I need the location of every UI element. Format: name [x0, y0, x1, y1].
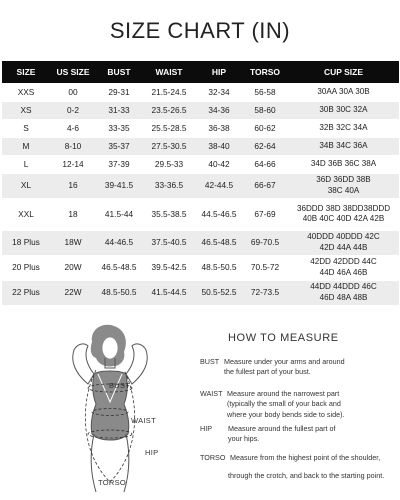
us-size-cell: 4-6	[50, 119, 96, 137]
hip-cell: 34-36	[196, 101, 242, 119]
bust-cell: 44-46.5	[96, 230, 142, 255]
size-cell: 22 Plus	[2, 280, 50, 305]
cup-size-cell: 30AA 30A 30B	[288, 83, 399, 101]
torso-text-line-2: through the crotch, and back to the starting point.	[228, 471, 385, 480]
us-size-cell: 00	[50, 83, 96, 101]
size-cell: XXS	[2, 83, 50, 101]
table-header-row	[2, 61, 399, 83]
table-row	[2, 83, 399, 101]
torso-key: TORSO	[200, 453, 226, 462]
figure-label-bust: BUST	[109, 381, 131, 390]
waist-instruction	[200, 389, 396, 420]
waist-cell: 37.5-40.5	[142, 230, 196, 255]
column-header: WAIST	[142, 61, 196, 83]
bust-cell: 37-39	[96, 155, 142, 173]
torso-instruction	[200, 453, 400, 463]
table-row	[2, 198, 399, 230]
us-size-cell: 18W	[50, 230, 96, 255]
waist-key: WAIST	[200, 389, 223, 398]
size-cell: L	[2, 155, 50, 173]
table-row	[2, 155, 399, 173]
column-header: US SIZE	[50, 61, 96, 83]
torso-cell: 58-60	[242, 101, 288, 119]
waist-cell: 35.5-38.5	[142, 198, 196, 230]
torso-cell: 67-69	[242, 198, 288, 230]
left-arm-shape	[73, 344, 94, 384]
bust-cell: 41.5-44	[96, 198, 142, 230]
table-row	[2, 101, 399, 119]
torso-cell: 66-67	[242, 173, 288, 198]
cup-size-cell: 30B 30C 32A	[288, 101, 399, 119]
cup-size-cell: 34B 34C 36A	[288, 137, 399, 155]
hip-key: HIP	[200, 424, 212, 433]
size-chart-table	[2, 61, 399, 306]
hip-cell: 44.5-46.5	[196, 198, 242, 230]
waist-cell: 29.5-33	[142, 155, 196, 173]
us-size-cell: 16	[50, 173, 96, 198]
figure-label-waist: WAIST	[131, 416, 156, 425]
table-row	[2, 280, 399, 305]
hip-cell: 40-42	[196, 155, 242, 173]
column-header: CUP SIZE	[288, 61, 399, 83]
torso-cell: 62-64	[242, 137, 288, 155]
torso-cell: 72-73.5	[242, 280, 288, 305]
size-cell: XXL	[2, 198, 50, 230]
size-cell: 20 Plus	[2, 255, 50, 280]
page-title: SIZE CHART (IN)	[109, 18, 291, 43]
hip-cell: 38-40	[196, 137, 242, 155]
torso-cell: 60-62	[242, 119, 288, 137]
hip-cell: 50.5-52.5	[196, 280, 242, 305]
cup-size-cell: 34D 36B 36C 38A	[288, 155, 399, 173]
torso-text-line-1: Measure from the highest point of the shoulder,	[230, 453, 381, 462]
bust-instruction	[200, 357, 396, 378]
waist-cell: 41.5-44.5	[142, 280, 196, 305]
torso-cell: 56-58	[242, 83, 288, 101]
us-size-cell: 12-14	[50, 155, 96, 173]
waist-cell: 21.5-24.5	[142, 83, 196, 101]
bust-cell: 33-35	[96, 119, 142, 137]
how-to-measure-title: HOW TO MEASURE	[228, 332, 339, 344]
hip-cell: 42-44.5	[196, 173, 242, 198]
table-row	[2, 230, 399, 255]
waist-cell: 23.5-26.5	[142, 101, 196, 119]
face-shape	[102, 337, 118, 359]
size-cell: M	[2, 137, 50, 155]
bust-key: BUST	[200, 357, 220, 366]
hip-cell: 36-38	[196, 119, 242, 137]
us-size-cell: 0-2	[50, 101, 96, 119]
hip-text: Measure around the fullest part of your hips.	[228, 424, 336, 444]
cup-size-cell: 42DD 42DDD 44C 44D 46A 46B	[288, 255, 399, 280]
torso-cell: 64-66	[242, 155, 288, 173]
waist-cell: 27.5-30.5	[142, 137, 196, 155]
table-row	[2, 173, 399, 198]
cup-size-cell: 32B 32C 34A	[288, 119, 399, 137]
figure-label-torso: TORSO	[98, 478, 127, 487]
cup-size-cell: 36D 36DD 38B 38C 40A	[288, 173, 399, 198]
us-size-cell: 22W	[50, 280, 96, 305]
torso-cell: 69-70.5	[242, 230, 288, 255]
bust-cell: 31-33	[96, 101, 142, 119]
torso-cell: 70.5-72	[242, 255, 288, 280]
table-row	[2, 137, 399, 155]
table-row	[2, 255, 399, 280]
us-size-cell: 18	[50, 198, 96, 230]
hip-cell: 48.5-50.5	[196, 255, 242, 280]
bust-cell: 29-31	[96, 83, 142, 101]
us-size-cell: 20W	[50, 255, 96, 280]
bust-cell: 46.5-48.5	[96, 255, 142, 280]
hip-cell: 46.5-48.5	[196, 230, 242, 255]
figure-label-hip: HIP	[145, 448, 159, 457]
bust-cell: 35-37	[96, 137, 142, 155]
size-cell: XL	[2, 173, 50, 198]
column-header: HIP	[196, 61, 242, 83]
waist-text: Measure around the narrowest part (typically the small of your back and where your body bends side to side).	[227, 389, 345, 419]
waist-cell: 33-36.5	[142, 173, 196, 198]
waist-cell: 25.5-28.5	[142, 119, 196, 137]
size-cell: 18 Plus	[2, 230, 50, 255]
cup-size-cell: 36DDD 38D 38DD38DDD 40B 40C 40D 42A 42B	[288, 198, 399, 230]
cup-size-cell: 44DD 44DDD 46C 46D 48A 48B	[288, 280, 399, 305]
column-header: BUST	[96, 61, 142, 83]
hip-instruction	[200, 424, 396, 445]
left-leg-shape	[91, 434, 96, 492]
bust-cell: 48.5-50.5	[96, 280, 142, 305]
body-measure-figure	[40, 322, 180, 497]
bust-text: Measure under your arms and around the fullest part of your bust.	[224, 357, 345, 377]
column-header: TORSO	[242, 61, 288, 83]
size-cell: XS	[2, 101, 50, 119]
table-row	[2, 119, 399, 137]
hip-cell: 32-34	[196, 83, 242, 101]
right-arm-shape	[126, 344, 147, 384]
cup-size-cell: 40DDD 40DDD 42C 42D 44A 44B	[288, 230, 399, 255]
us-size-cell: 8-10	[50, 137, 96, 155]
size-cell: S	[2, 119, 50, 137]
waist-cell: 39.5-42.5	[142, 255, 196, 280]
bust-cell: 39-41.5	[96, 173, 142, 198]
column-header: SIZE	[2, 61, 50, 83]
